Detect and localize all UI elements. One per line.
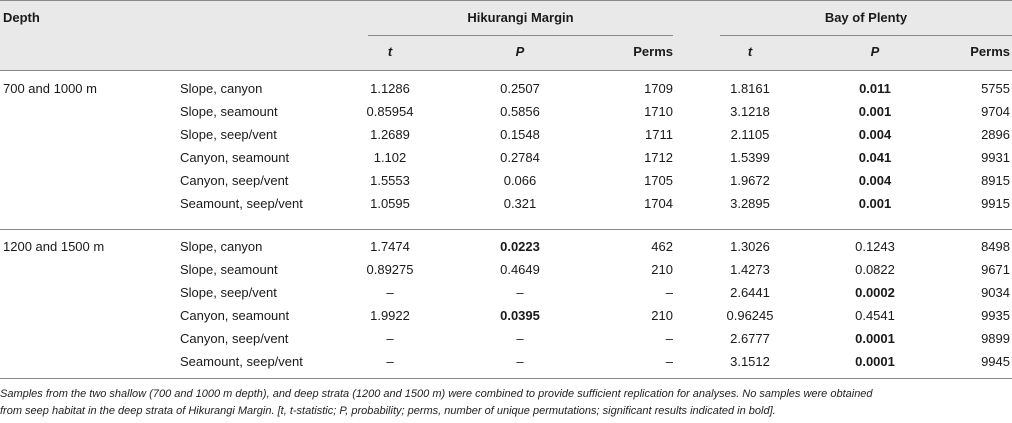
table-bottom-rule: [0, 378, 1012, 379]
table-cell-bop-p: 0.041: [858, 150, 892, 165]
table-cell-bop-t: 1.4273: [730, 262, 770, 277]
table-cell-hm-p: 0.4649: [500, 262, 540, 277]
table-cell-hm-p: –: [516, 331, 524, 346]
table-cell-pair: Slope, seamount: [180, 104, 278, 119]
table-cell-bop-perms: 9671: [981, 262, 1010, 277]
col-header-hm-t: t: [387, 44, 393, 59]
table-cell-bop-perms: 5755: [981, 81, 1010, 96]
col-header-hm-p: P: [515, 44, 525, 59]
table-cell-hm-t: 1.2689: [370, 127, 410, 142]
table-cell-bop-p: 0.011: [859, 81, 891, 96]
table-cell-pair: Slope, seamount: [180, 262, 278, 277]
table-cell-bop-perms: 8498: [981, 239, 1010, 254]
table-cell-hm-p: 0.066: [503, 173, 537, 188]
table-cell-hm-perms: 1710: [644, 104, 673, 119]
table-cell-bop-p: 0.0001: [855, 354, 895, 369]
table-cell-bop-perms: 9899: [981, 331, 1010, 346]
depth-label: 700 and 1000 m: [3, 81, 97, 96]
table-cell-hm-p: –: [516, 354, 524, 369]
group-header-hikurangi: Hikurangi Margin: [467, 10, 574, 25]
table-cell-bop-perms: 9034: [981, 285, 1010, 300]
table-cell-bop-p: 0.001: [858, 104, 892, 119]
table-cell-hm-t: –: [386, 354, 394, 369]
table-cell-bop-perms: 9931: [981, 150, 1010, 165]
table-cell-pair: Slope, seep/vent: [180, 285, 277, 300]
table-cell-bop-t: 3.1218: [730, 104, 770, 119]
table-cell-hm-perms: 1704: [644, 196, 673, 211]
table-cell-hm-perms: –: [665, 354, 673, 369]
table-cell-hm-perms: 210: [651, 308, 673, 323]
table-cell-bop-t: 3.1512: [730, 354, 770, 369]
section-divider-rule: [0, 229, 1012, 230]
table-cell-hm-perms: 210: [651, 262, 673, 277]
table-cell-pair: Slope, canyon: [180, 239, 263, 254]
col-header-bop-p: P: [870, 44, 880, 59]
table-cell-pair: Canyon, seep/vent: [180, 331, 289, 346]
table-cell-hm-p: 0.2507: [500, 81, 540, 96]
table-cell-pair: Slope, canyon: [180, 81, 263, 96]
table-cell-hm-t: 1.0595: [370, 196, 410, 211]
top-rule: [0, 0, 1012, 1]
table-cell-hm-perms: 1709: [644, 81, 673, 96]
table-cell-hm-perms: 1705: [644, 173, 673, 188]
footnote-line-2: from seep habitat in the deep strata of Hikurangi Margin. [t, t-statistic; P, probability; perms, number of unique permutations; significant results indicated in bold].: [0, 405, 776, 417]
table-cell-bop-p: 0.004: [858, 127, 892, 142]
table-cell-bop-p: 0.0822: [855, 262, 895, 277]
table-cell-pair: Seamount, seep/vent: [180, 196, 303, 211]
footnote-line-1: Samples from the two shallow (700 and 1000 m depth), and deep strata (1200 and 1500 m) were combined to provide sufficient replication for analyses. No samples were obtained: [0, 388, 873, 400]
table-cell-hm-perms: 1712: [644, 150, 673, 165]
table-cell-hm-t: –: [386, 331, 394, 346]
table-cell-bop-p: 0.0002: [855, 285, 895, 300]
col-header-bop-t: t: [747, 44, 753, 59]
table-cell-bop-t: 3.2895: [730, 196, 770, 211]
table-cell-pair: Canyon, seep/vent: [180, 173, 289, 188]
table-cell-bop-t: 0.96245: [726, 308, 774, 323]
table-cell-hm-t: 1.9922: [370, 308, 410, 323]
table-cell-bop-perms: 9704: [981, 104, 1010, 119]
table-cell-pair: Slope, seep/vent: [180, 127, 277, 142]
depth-header: Depth: [3, 10, 40, 25]
table-cell-hm-t: 1.5553: [370, 173, 410, 188]
table-cell-bop-perms: 9915: [981, 196, 1010, 211]
header-bottom-rule: [0, 70, 1012, 71]
table-cell-hm-perms: –: [665, 285, 673, 300]
group-rule-bay-of-plenty: [720, 35, 1012, 36]
table-cell-hm-p: 0.5856: [500, 104, 540, 119]
col-header-bop-perms: Perms: [970, 44, 1010, 59]
table-cell-hm-t: 1.1286: [370, 81, 410, 96]
table-cell-hm-t: –: [386, 285, 394, 300]
table-cell-bop-t: 1.9672: [730, 173, 770, 188]
table-cell-pair: Canyon, seamount: [180, 308, 290, 323]
table-cell-bop-p: 0.001: [858, 196, 892, 211]
table-cell-bop-perms: 8915: [981, 173, 1010, 188]
table-cell-hm-p: 0.2784: [500, 150, 540, 165]
table-cell-bop-t: 2.6777: [730, 331, 770, 346]
table-cell-hm-perms: 1711: [645, 127, 673, 142]
table-cell-bop-p: 0.1243: [855, 239, 895, 254]
table-cell-hm-t: 0.89275: [366, 262, 414, 277]
table-cell-bop-p: 0.0001: [855, 331, 895, 346]
table-cell-pair: Canyon, seamount: [180, 150, 290, 165]
table-cell-hm-perms: 462: [651, 239, 673, 254]
table-cell-pair: Seamount, seep/vent: [180, 354, 303, 369]
table-cell-bop-t: 1.3026: [730, 239, 770, 254]
depth-label: 1200 and 1500 m: [3, 239, 105, 254]
table-cell-bop-perms: 2896: [981, 127, 1010, 142]
table-cell-hm-perms: –: [665, 331, 673, 346]
table-cell-hm-p: 0.1548: [500, 127, 540, 142]
table-cell-bop-t: 2.1105: [730, 127, 770, 142]
table-cell-bop-perms: 9945: [981, 354, 1010, 369]
table-cell-hm-t: 1.7474: [370, 239, 410, 254]
col-header-hm-perms: Perms: [633, 44, 673, 59]
table-cell-hm-t: 1.102: [373, 150, 407, 165]
table-cell-hm-p: 0.0223: [500, 239, 540, 254]
table-cell-bop-t: 1.8161: [730, 81, 770, 96]
table-cell-hm-p: 0.0395: [500, 308, 540, 323]
table-cell-bop-p: 0.004: [858, 173, 892, 188]
table-cell-bop-perms: 9935: [981, 308, 1010, 323]
table-footnote: [0, 386, 1012, 420]
table-cell-bop-p: 0.4541: [855, 308, 895, 323]
table-cell-bop-t: 1.5399: [730, 150, 770, 165]
table-cell-hm-p: 0.321: [503, 196, 537, 211]
group-header-bay-of-plenty: Bay of Plenty: [824, 10, 908, 25]
table-cell-bop-t: 2.6441: [730, 285, 770, 300]
table-cell-hm-p: –: [516, 285, 524, 300]
table-cell-hm-t: 0.85954: [366, 104, 414, 119]
group-rule-hikurangi: [368, 35, 673, 36]
